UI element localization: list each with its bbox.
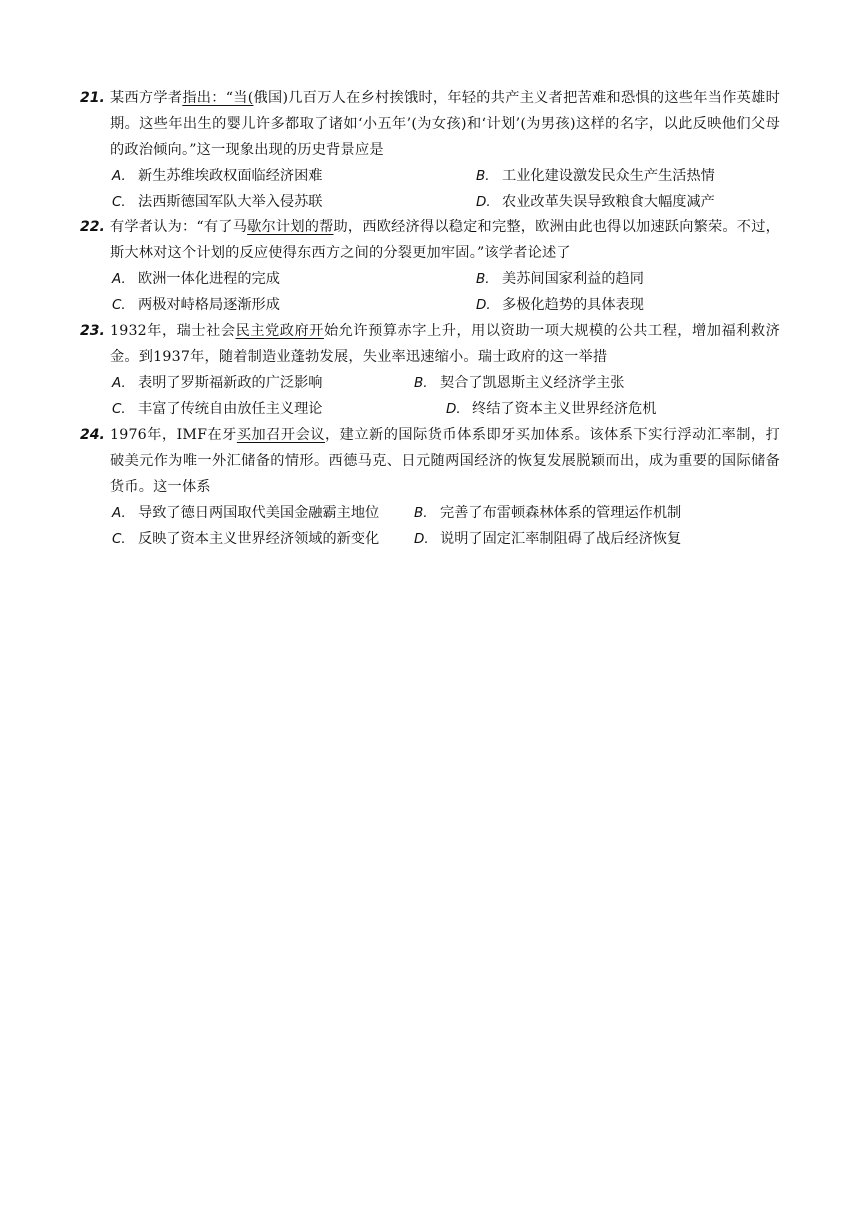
option-text: 丰富了传统自由放任主义理论 bbox=[138, 401, 323, 417]
option-row bbox=[112, 266, 780, 292]
option-b[interactable] bbox=[414, 500, 681, 526]
answer-options bbox=[80, 370, 780, 422]
option-c[interactable] bbox=[112, 292, 280, 318]
stem-text-before: 1932年，瑞士社会 bbox=[110, 323, 236, 339]
option-text: 说明了固定汇率制阻碍了战后经济恢复 bbox=[440, 531, 682, 547]
option-c[interactable] bbox=[112, 396, 322, 422]
question-text bbox=[110, 214, 780, 266]
question-number: 23. bbox=[80, 323, 105, 339]
option-letter: B. bbox=[414, 375, 428, 391]
question-number: 24. bbox=[80, 427, 105, 443]
option-letter: B. bbox=[476, 271, 490, 287]
option-row bbox=[112, 370, 780, 396]
question-22 bbox=[80, 214, 780, 318]
question-text bbox=[110, 318, 780, 370]
stem-text-before: 1976年，IMF在牙 bbox=[110, 427, 237, 443]
option-row bbox=[112, 500, 780, 526]
question-stem bbox=[80, 318, 780, 370]
stem-text-after: ，建立新的国际货币体系即牙买加体系。该体系下实行浮动汇率制，打破美元作为唯一外汇储备的情形。西德马克、日元随两国经济的恢复发展脱颖而出，成为重要的国际储备货币。这一体系 bbox=[110, 427, 781, 495]
option-a[interactable] bbox=[112, 163, 322, 189]
option-text: 欧洲一体化进程的完成 bbox=[138, 271, 280, 287]
option-row bbox=[112, 396, 780, 422]
question-number: 21. bbox=[80, 90, 105, 106]
answer-options bbox=[80, 500, 780, 552]
option-letter: D. bbox=[414, 531, 429, 547]
option-letter: D. bbox=[476, 297, 491, 313]
option-letter: B. bbox=[476, 168, 490, 184]
question-24 bbox=[80, 422, 780, 552]
option-text: 反映了资本主义世界经济领域的新变化 bbox=[138, 531, 380, 547]
option-letter: C. bbox=[112, 531, 126, 547]
option-letter: C. bbox=[112, 401, 126, 417]
question-text bbox=[110, 422, 780, 500]
option-row bbox=[112, 189, 780, 215]
stem-underlined-text: 买加召开会议 bbox=[236, 427, 325, 443]
option-text: 新生苏维埃政权面临经济困难 bbox=[138, 168, 323, 184]
question-number: 22. bbox=[80, 219, 105, 235]
option-text: 两极对峙格局逐渐形成 bbox=[138, 297, 280, 313]
stem-text-before: 某西方学者 bbox=[110, 90, 183, 106]
option-a[interactable] bbox=[112, 370, 322, 396]
stem-text-before: 有学者认为：“有了马 bbox=[110, 219, 248, 235]
option-text: 完善了布雷顿森林体系的管理运作机制 bbox=[440, 505, 682, 521]
stem-text-after: 助，西欧经济得以稳定和完整，欧洲由此也得以加速跃向繁荣。不过，斯大林对这个计划的反应使得东西方之间的分裂更加牢固。”该学者论述了 bbox=[110, 219, 781, 261]
question-stem bbox=[80, 85, 780, 163]
stem-text-after: 俄国)几百万人在乡村挨饿时，年轻的共产主义者把苦难和恐惧的这些年当作英雄时期。这些年出生的婴儿许多都取了诸如‘小五年’(为女孩)和‘计划’(为男孩)这样的名字，以此反映他们父母的政治倾向。”这一现象出现的历史背景应是 bbox=[110, 90, 780, 158]
option-letter: A. bbox=[112, 505, 126, 521]
option-a[interactable] bbox=[112, 266, 280, 292]
option-letter: C. bbox=[112, 297, 126, 313]
question-stem bbox=[80, 214, 780, 266]
question-text bbox=[110, 85, 780, 163]
option-c[interactable] bbox=[112, 526, 379, 552]
option-b[interactable] bbox=[476, 266, 644, 292]
question-21 bbox=[80, 85, 780, 215]
option-text: 工业化建设激发民众生产生活热情 bbox=[502, 168, 715, 184]
option-letter: A. bbox=[112, 271, 126, 287]
option-text: 农业改革失误导致粮食大幅度减产 bbox=[502, 194, 715, 210]
option-letter: D. bbox=[446, 401, 461, 417]
option-text: 美苏间国家利益的趋同 bbox=[502, 271, 644, 287]
option-text: 契合了凯恩斯主义经济学主张 bbox=[440, 375, 625, 391]
option-letter: A. bbox=[112, 375, 126, 391]
option-letter: B. bbox=[414, 505, 428, 521]
option-text: 表明了罗斯福新政的广泛影响 bbox=[138, 375, 323, 391]
option-b[interactable] bbox=[414, 370, 624, 396]
option-row bbox=[112, 292, 780, 318]
option-row bbox=[112, 163, 780, 189]
option-d[interactable] bbox=[476, 189, 715, 215]
answer-options bbox=[80, 163, 780, 215]
option-row bbox=[112, 526, 780, 552]
question-stem bbox=[80, 422, 780, 500]
option-letter: A. bbox=[112, 168, 126, 184]
stem-underlined-text: 民主党政府开 bbox=[235, 323, 324, 339]
option-text: 终结了资本主义世界经济危机 bbox=[472, 401, 657, 417]
option-text: 导致了德日两国取代美国金融霸主地位 bbox=[138, 505, 380, 521]
option-b[interactable] bbox=[476, 163, 715, 189]
option-c[interactable] bbox=[112, 189, 322, 215]
option-d[interactable] bbox=[476, 292, 644, 318]
stem-underlined-text: 指出：“当( bbox=[182, 90, 254, 106]
option-d[interactable] bbox=[446, 396, 656, 422]
option-a[interactable] bbox=[112, 500, 379, 526]
option-text: 多极化趋势的具体表现 bbox=[502, 297, 644, 313]
stem-text-after: 始允许预算赤字上升，用以资助一项大规模的公共工程，增加福利救济金。到1937年，随着制造业蓬勃发展，失业率迅速缩小。瑞士政府的这一举措 bbox=[110, 323, 781, 365]
stem-underlined-text: 歇尔计划的帮 bbox=[247, 219, 334, 235]
option-letter: C. bbox=[112, 194, 126, 210]
option-letter: D. bbox=[476, 194, 491, 210]
option-d[interactable] bbox=[414, 526, 681, 552]
question-23 bbox=[80, 318, 780, 422]
option-text: 法西斯德国军队大举入侵苏联 bbox=[138, 194, 323, 210]
answer-options bbox=[80, 266, 780, 318]
